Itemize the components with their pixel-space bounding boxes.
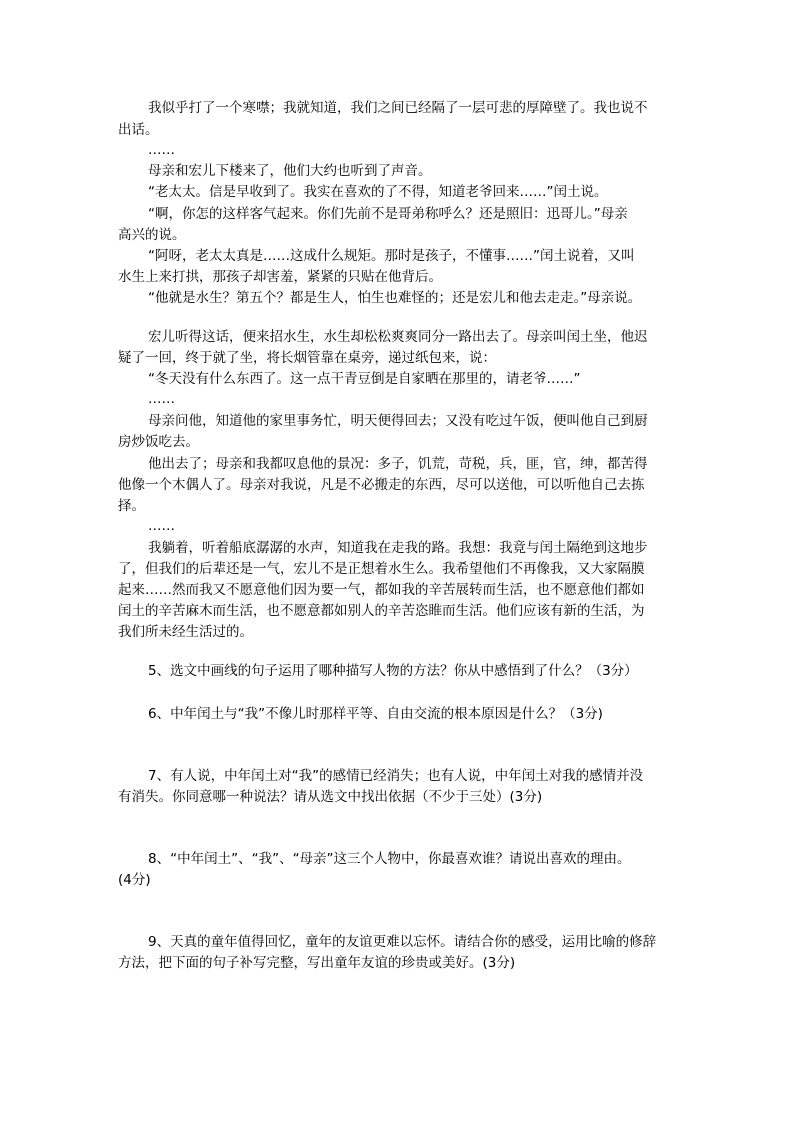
passage-line: 我躺着，听着船底潺潺的水声，知道我在走我的路。我想：我竟与闰土隔绝到这地步: [148, 540, 648, 556]
passage-line: 我们所未经生活过的。: [118, 624, 253, 640]
ellipsis-line: ……: [148, 518, 175, 534]
passage-line: 疑了一回，终于就了坐，将长烟管靠在桌旁，递过纸包来，说：: [118, 350, 496, 366]
question-9-cont: 方法，把下面的句子补写完整，写出童年友谊的珍贵或美好。(3分): [118, 955, 516, 971]
passage-line: 我似乎打了一个寒噤；我就知道，我们之间已经隔了一层可悲的厚障壁了。我也说不: [148, 100, 648, 116]
passage-line: 了，但我们的后辈还是一气，宏儿不是正想着水生么。我希望他们不再像我，又大家隔膜: [118, 561, 645, 577]
passage-line: 起来……然而我又不愿意他们因为要一气，都如我的辛苦展转而生活，也不愿意他们都如: [118, 582, 645, 598]
passage-line: “老太太。信是早收到了。我实在喜欢的了不得，知道老爷回来……”闰土说。: [148, 184, 608, 200]
ellipsis-line: ……: [148, 391, 175, 407]
question-9: 9、天真的童年值得回忆，童年的友谊更难以忘怀。请结合你的感受，运用比喻的修辞: [148, 934, 657, 950]
question-8: 8、“中年闰土”、“我”、“母亲”这三个人物中，你最喜欢谁？请说出喜欢的理由。: [148, 851, 631, 867]
passage-line: 出话。: [118, 122, 159, 138]
question-7: 7、有人说，中年闰土对“我”的感情已经消失；也有人说，中年闰土对我的感情并没: [148, 768, 644, 784]
question-7-cont: 有消失。你同意哪一种说法？请从选文中找出依据（不少于三处）(3分): [118, 789, 543, 805]
passage-line: 闰土的辛苦麻木而生活，也不愿意都如别人的辛苦恣睢而生活。他们应该有新的生活，为: [118, 603, 645, 619]
passage-line: “阿呀，老太太真是……这成什么规矩。那时是孩子，不懂事……”闰土说着，又叫: [148, 248, 635, 264]
passage-line: 水生上来打拱，那孩子却害羞，紧紧的只贴在他背后。: [118, 269, 442, 285]
passage-line: “他就是水生？第五个？都是生人，怕生也难怪的；还是宏儿和他去走走。”母亲说。: [148, 290, 642, 306]
passage-line: 高兴的说。: [118, 227, 186, 243]
passage-line: 母亲问他，知道他的家里事务忙，明天便得回去；又没有吃过午饭，便叫他自己到厨: [148, 413, 648, 429]
passage-line: 他像一个木偶人了。母亲对我说，凡是不必搬走的东西，尽可以送他，可以听他自己去拣: [118, 477, 645, 493]
passage-line: 母亲和宏儿下楼来了，他们大约也听到了声音。: [148, 163, 432, 179]
question-5: 5、选文中画线的句子运用了哪种描写人物的方法？你从中感悟到了什么？（3分）: [148, 663, 638, 679]
passage-line: “冬天没有什么东西了。这一点干青豆倒是自家晒在那里的，请老爷……”: [148, 371, 581, 387]
ellipsis-line: ……: [148, 142, 175, 158]
passage-line: 他出去了；母亲和我都叹息他的景况：多子，饥荒，苛税，兵，匪，官，绅，都苦得: [148, 456, 648, 472]
question-6: 6、中年闰土与“我”不像儿时那样平等、自由交流的根本原因是什么？（3分): [148, 706, 603, 722]
passage-line: 宏儿听得这话，便来招水生，水生却松松爽爽同分一路出去了。母亲叫闰土坐，他迟: [148, 329, 648, 345]
passage-line: “啊，你怎的这样客气起来。你们先前不是哥弟称呼么？还是照旧：迅哥儿。”母亲: [148, 206, 628, 222]
passage-line: 择。: [118, 498, 145, 514]
question-8-cont: (4分): [118, 872, 151, 888]
passage-line: 房炒饭吃去。: [118, 434, 199, 450]
